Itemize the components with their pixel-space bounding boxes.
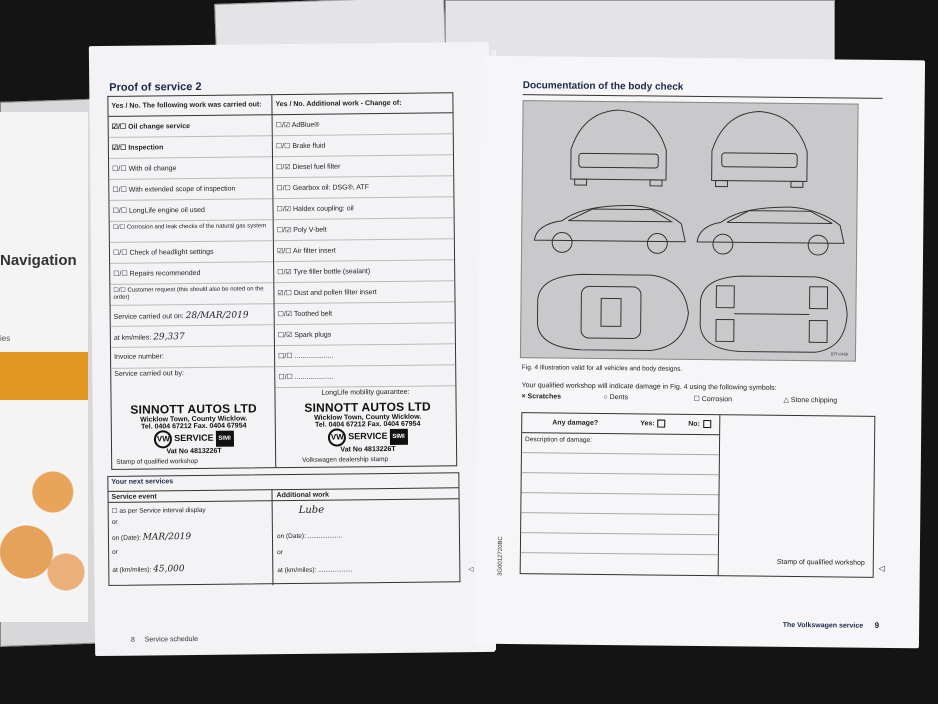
left-row: ☑/☐ Inspection bbox=[109, 136, 272, 159]
vw-logo-icon: VW bbox=[154, 430, 172, 448]
description-line bbox=[521, 513, 718, 535]
left-footer-text: Service schedule bbox=[144, 636, 199, 644]
page-left bbox=[89, 42, 495, 656]
symbol-stone-chipping: △ Stone chipping bbox=[783, 396, 838, 405]
right-row: ☐/☑ Tyre filler bottle (sealant) bbox=[274, 260, 454, 283]
left-row: ☐/☐ LongLife engine oil used bbox=[109, 199, 272, 222]
description-line bbox=[521, 533, 718, 555]
yes-checkbox-group bbox=[640, 419, 665, 427]
cover-subtext: ies bbox=[0, 334, 11, 343]
next-services-title: Your next services bbox=[111, 478, 174, 486]
continue-triangle-icon: ◁ bbox=[468, 566, 474, 574]
yes-label: Yes: bbox=[640, 420, 655, 428]
service-by-row: Service carried out by: bbox=[114, 370, 184, 378]
right-row: ☐/☐ Gearbox oil: DSG®, ATF bbox=[273, 176, 453, 199]
left-footer bbox=[131, 636, 198, 644]
at-km-value: 45,000 bbox=[153, 564, 185, 575]
stamp-dealership-label: Volkswagen dealership stamp bbox=[302, 455, 389, 464]
workshop-stamp bbox=[116, 401, 273, 456]
continue-triangle-icon: ◁ bbox=[878, 563, 885, 573]
service-date-label: Service carried out on: bbox=[113, 313, 184, 321]
left-row: ☐/☐ With extended scope of inspection bbox=[109, 178, 272, 201]
longlife-label: LongLife mobility guarantee: bbox=[321, 388, 410, 397]
stamp-town: Wicklow Town, County Wicklow. bbox=[314, 413, 422, 422]
simi-logo-icon: SIMI bbox=[389, 429, 407, 445]
damage-table bbox=[520, 412, 885, 578]
stamp-town: Wicklow Town, County Wicklow. bbox=[140, 415, 248, 424]
symbols-list bbox=[521, 393, 882, 405]
on-date-right: on (Date): ................... bbox=[276, 532, 343, 541]
diagram-code: B7T-0468 bbox=[830, 351, 849, 357]
symbols-instruction: Your qualified workshop will indicate damage in Fig. 4 using the following symbols: bbox=[521, 382, 777, 392]
page-right bbox=[475, 56, 925, 649]
no-label: No: bbox=[688, 420, 700, 428]
right-row: ☐/☐ .................... bbox=[275, 344, 455, 367]
stamp-service: SERVICE bbox=[348, 430, 388, 442]
damage-left-column bbox=[521, 413, 721, 575]
symbol-dents: ○ Dents bbox=[603, 393, 629, 402]
cover-title: Navigation bbox=[0, 252, 77, 269]
any-damage-label: Any damage? bbox=[552, 419, 599, 427]
right-row: ☐/☑ Haldex coupling: oil bbox=[273, 197, 453, 220]
stamp-name: SINNOTT AUTOS LTD bbox=[130, 401, 257, 417]
additional-work-header: Yes / No. Additional work - Change of: bbox=[272, 93, 452, 115]
right-row: ☑/☐ Air filter insert bbox=[274, 239, 454, 262]
work-carried-out-header: Yes / No. The following work was carried out: bbox=[108, 95, 271, 117]
stamp-name: SINNOTT AUTOS LTD bbox=[304, 399, 431, 415]
as-per-display: ☐ as per Service interval display bbox=[111, 506, 206, 515]
at-km-right: at (km/miles): ................... bbox=[277, 566, 353, 575]
title-rule bbox=[523, 94, 883, 99]
right-row: ☑/☐ Dust and pollen filter insert bbox=[274, 281, 454, 304]
dealership-stamp bbox=[284, 399, 453, 454]
document-serial: 3G0012720BC bbox=[497, 536, 505, 576]
description-line bbox=[522, 473, 719, 495]
body-check-title: Documentation of the body check bbox=[522, 80, 684, 93]
service-event-header: Service event bbox=[111, 493, 157, 501]
right-row: ☐/☑ AdBlue® bbox=[273, 113, 453, 136]
left-row: ☐/☐ Check of headlight settings bbox=[110, 241, 273, 264]
vw-logo-icon: VW bbox=[328, 428, 346, 446]
left-row: ☐/☐ With oil change bbox=[109, 157, 272, 180]
yes-checkbox bbox=[658, 420, 666, 428]
simi-logo-icon: SIMI bbox=[215, 431, 233, 447]
cover-map-image bbox=[0, 412, 88, 612]
next-km bbox=[112, 564, 184, 575]
or-label: or bbox=[111, 518, 118, 526]
cover-orange-bar bbox=[0, 352, 88, 400]
description-row: Description of damage: bbox=[522, 433, 719, 455]
or-label: or bbox=[277, 549, 283, 557]
lube-value: Lube bbox=[298, 504, 325, 516]
next-date bbox=[112, 532, 191, 543]
km-value: 29,337 bbox=[153, 332, 185, 343]
car-body-diagram bbox=[520, 100, 859, 362]
at-km-label: at (km/miles): bbox=[112, 566, 152, 574]
right-row: ☐/☑ Spark plugs bbox=[275, 323, 455, 346]
no-checkbox bbox=[703, 420, 711, 428]
navigation-booklet-cover bbox=[0, 112, 88, 622]
right-page-number: 9 bbox=[874, 620, 880, 630]
proof-of-service-title: Proof of service 2 bbox=[109, 80, 202, 94]
service-date-value: 28/MAR/2019 bbox=[185, 310, 249, 322]
on-date-label: on (Date): bbox=[111, 534, 141, 542]
fig-caption: Fig. 4 Illustration valid for all vehicles and body designs. bbox=[521, 364, 683, 373]
stamp-tel: Tel. 0404 67212 Fax. 0404 67954 bbox=[141, 422, 247, 431]
next-services-table bbox=[107, 472, 474, 586]
left-row: ☐/☐ Repairs recommended bbox=[110, 262, 273, 285]
right-row: ☐/☐ Brake fluid bbox=[273, 134, 453, 157]
stamp-vat: Vat No 4813226T bbox=[166, 447, 222, 456]
invoice-row: Invoice number: bbox=[111, 346, 274, 369]
left-row: ☐/☐ Customer request (this should also be noted on the order) bbox=[110, 283, 273, 306]
left-page-number: 8 bbox=[131, 636, 135, 644]
on-date-value: MAR/2019 bbox=[142, 532, 192, 543]
damage-header bbox=[522, 413, 719, 435]
damage-stamp-label: Stamp of qualified workshop bbox=[776, 558, 865, 567]
km-row bbox=[111, 325, 274, 348]
description-line bbox=[521, 493, 718, 515]
no-checkbox-group bbox=[688, 420, 711, 428]
proof-of-service-table bbox=[107, 92, 457, 470]
right-row: ☐/☑ Diesel fuel filter bbox=[273, 155, 453, 178]
car-outline-drawing bbox=[521, 101, 858, 360]
or-label: or bbox=[112, 548, 118, 556]
stamp-vat: Vat No 4813226T bbox=[340, 445, 396, 454]
stamp-service: SERVICE bbox=[174, 432, 214, 444]
left-row: ☐/☐ Corrosion and leak checks of the natural gas system bbox=[110, 220, 273, 243]
description-line bbox=[522, 453, 719, 475]
service-date-row bbox=[111, 304, 274, 327]
stamp-workshop-label: Stamp of qualified workshop bbox=[116, 457, 198, 466]
right-row: ☐/☑ Poly V-belt bbox=[274, 218, 454, 241]
background-paper-right bbox=[445, 0, 835, 64]
right-footer-text: The Volkswagen service bbox=[782, 621, 864, 630]
symbol-scratches: × Scratches bbox=[521, 393, 562, 401]
additional-work-header: Additional work bbox=[276, 491, 330, 500]
stamp-tel: Tel. 0404 67212 Fax. 0404 67954 bbox=[315, 420, 421, 429]
left-row: ☑/☐ Oil change service bbox=[109, 115, 272, 138]
right-row: ☐/☑ Toothed belt bbox=[275, 302, 455, 325]
symbol-corrosion: ☐ Corrosion bbox=[693, 395, 733, 404]
km-label: at km/miles: bbox=[113, 334, 152, 342]
right-row: ☐/☐ .................... bbox=[275, 365, 455, 388]
